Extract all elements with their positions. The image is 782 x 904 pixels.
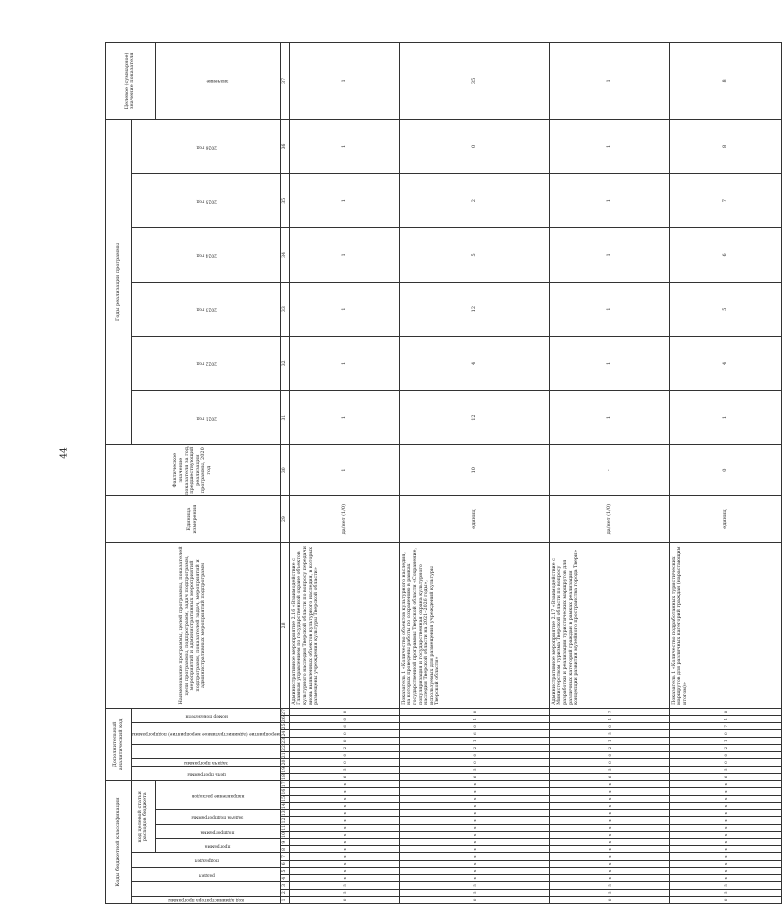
table-row bbox=[399, 43, 549, 904]
row-target: 35 bbox=[399, 43, 549, 120]
header-target-value: значение bbox=[155, 43, 280, 120]
column-numbers-row bbox=[280, 43, 289, 904]
row-year-value: 7 bbox=[669, 174, 781, 228]
row-year-value: 12 bbox=[399, 282, 549, 336]
code-digit: 0 bbox=[669, 730, 781, 737]
column-number: 31 bbox=[280, 390, 289, 444]
code-digit: x bbox=[289, 824, 399, 831]
code-digit: x bbox=[399, 860, 549, 867]
column-number: 30 bbox=[280, 445, 289, 496]
column-number: 28 bbox=[280, 542, 289, 708]
code-digit: 2 bbox=[549, 744, 669, 751]
code-digit: 6 bbox=[669, 773, 781, 780]
column-number: 15 bbox=[280, 795, 289, 802]
column-number: 35 bbox=[280, 174, 289, 228]
row-year-value: 6 bbox=[669, 228, 781, 282]
column-number: 2 bbox=[280, 889, 289, 896]
code-digit: x bbox=[669, 810, 781, 817]
code-digit: x bbox=[289, 817, 399, 824]
code-digit: x bbox=[549, 817, 669, 824]
code-digit: 1 bbox=[669, 716, 781, 723]
code-digit: x bbox=[669, 824, 781, 831]
row-year-value: 12 bbox=[399, 390, 549, 444]
code-digit: x bbox=[549, 875, 669, 882]
column-number: 24 bbox=[280, 730, 289, 737]
column-number: 19 bbox=[280, 766, 289, 773]
column-number: 5 bbox=[280, 867, 289, 874]
code-digit: x bbox=[289, 839, 399, 846]
row-year-value: 1 bbox=[549, 282, 669, 336]
code-digit: 0 bbox=[289, 708, 399, 715]
code-digit: x bbox=[549, 802, 669, 809]
code-digit: 0 bbox=[549, 723, 669, 730]
code-digit: 6 bbox=[289, 723, 399, 730]
code-digit: 7 bbox=[549, 708, 669, 715]
header-program-task-cont bbox=[132, 744, 281, 758]
column-number: 29 bbox=[280, 496, 289, 543]
column-number: 37 bbox=[280, 43, 289, 120]
code-digit: 0 bbox=[549, 759, 669, 766]
header-year-5: 2025 год bbox=[132, 174, 281, 228]
row-name: Показатель 1 «Количество объектов культурного наследия, на которых проведены работы по сохранению в рамках государственной программы Тверской области «Сохранение, популяризация и государственная охрана культурного наследия Тверской области на 2021–2026 годы», используемых для размещения учреждений культуры Тверской области» bbox=[399, 542, 549, 708]
header-indicator-number: номер показателя bbox=[132, 708, 281, 722]
code-digit: x bbox=[549, 781, 669, 788]
code-digit: x bbox=[669, 802, 781, 809]
code-digit: x bbox=[549, 824, 669, 831]
code-digit: 0 bbox=[399, 708, 549, 715]
code-digit: x bbox=[549, 810, 669, 817]
column-number: 14 bbox=[280, 802, 289, 809]
header-goal: цель программы bbox=[132, 766, 281, 780]
header-admin-code: код администратора программы bbox=[132, 896, 281, 903]
code-digit: x bbox=[669, 795, 781, 802]
row-year-value: 1 bbox=[549, 119, 669, 173]
code-digit: x bbox=[399, 810, 549, 817]
table-row bbox=[549, 43, 669, 904]
code-digit: x bbox=[399, 831, 549, 838]
column-number: 23 bbox=[280, 737, 289, 744]
code-digit: x bbox=[289, 860, 399, 867]
code-digit: 0 bbox=[669, 752, 781, 759]
code-digit: x bbox=[289, 788, 399, 795]
row-year-value: 5 bbox=[399, 228, 549, 282]
column-number: 8 bbox=[280, 846, 289, 853]
row-unit: единиц bbox=[669, 496, 781, 543]
code-digit: x bbox=[669, 846, 781, 853]
code-digit: x bbox=[549, 860, 669, 867]
page-number: 44 bbox=[59, 447, 70, 459]
column-number: 26 bbox=[280, 716, 289, 723]
row-year-value: 1 bbox=[289, 119, 399, 173]
code-digit: x bbox=[669, 853, 781, 860]
code-digit: x bbox=[399, 867, 549, 874]
row-year-value: 0 bbox=[399, 119, 549, 173]
header-year-6: 2026 год bbox=[132, 119, 281, 173]
column-number: 10 bbox=[280, 831, 289, 838]
code-digit: x bbox=[549, 853, 669, 860]
code-digit: x bbox=[289, 802, 399, 809]
row-fact-2020: 1 bbox=[289, 445, 399, 496]
code-digit: 0 bbox=[289, 716, 399, 723]
code-digit: x bbox=[399, 817, 549, 824]
code-digit: 5 bbox=[549, 730, 669, 737]
code-digit: 0 bbox=[289, 752, 399, 759]
code-digit: 0 bbox=[669, 896, 781, 903]
row-year-value: 2 bbox=[399, 174, 549, 228]
code-digit: 5 bbox=[549, 766, 669, 773]
header-target: Целевое (суммарное) значение показателя bbox=[106, 43, 156, 120]
code-digit: 1 bbox=[399, 716, 549, 723]
code-digit: 1 bbox=[399, 737, 549, 744]
column-number: 36 bbox=[280, 119, 289, 173]
column-number: 18 bbox=[280, 773, 289, 780]
code-digit: 6 bbox=[549, 773, 669, 780]
column-number: 1 bbox=[280, 896, 289, 903]
code-digit: 5 bbox=[289, 889, 399, 896]
code-digit: 5 bbox=[289, 882, 399, 889]
header-year-2: 2022 год bbox=[132, 336, 281, 390]
code-digit: x bbox=[669, 788, 781, 795]
code-digit: x bbox=[399, 824, 549, 831]
header-subsection: подраздел bbox=[132, 853, 281, 867]
row-year-value: 1 bbox=[549, 174, 669, 228]
header-program-task: задача программы bbox=[132, 759, 281, 766]
table-body bbox=[289, 43, 781, 904]
row-year-value: 1 bbox=[669, 390, 781, 444]
code-digit: 0 bbox=[549, 752, 669, 759]
row-year-value: 1 bbox=[289, 228, 399, 282]
row-fact-2020: - bbox=[549, 445, 669, 496]
column-number: 33 bbox=[280, 282, 289, 336]
column-number: 7 bbox=[280, 853, 289, 860]
code-digit: 1 bbox=[549, 716, 669, 723]
header-task: задача подпрограммы bbox=[155, 810, 280, 824]
code-digit: 0 bbox=[289, 896, 399, 903]
column-number: 20 bbox=[280, 759, 289, 766]
budget-program-table bbox=[105, 42, 782, 904]
code-digit: x bbox=[399, 839, 549, 846]
row-target: 8 bbox=[669, 43, 781, 120]
row-year-value: 1 bbox=[549, 390, 669, 444]
header-subprogram: подпрограмма bbox=[155, 824, 280, 838]
code-digit: x bbox=[549, 839, 669, 846]
header-fact-2020: Фактическое значение показателя за год, предшествующий реализации программы, 2020 год bbox=[106, 445, 281, 496]
code-digit: 6 bbox=[399, 730, 549, 737]
column-number: 3 bbox=[280, 882, 289, 889]
code-digit: 5 bbox=[399, 889, 549, 896]
code-digit: 0 bbox=[399, 896, 549, 903]
row-year-value: 1 bbox=[549, 228, 669, 282]
code-digit: 0 bbox=[669, 759, 781, 766]
row-fact-2020: 0 bbox=[669, 445, 781, 496]
budget-program-table-rotated bbox=[105, 42, 728, 904]
row-fact-2020: 10 bbox=[399, 445, 549, 496]
code-digit: x bbox=[669, 781, 781, 788]
code-digit: x bbox=[289, 810, 399, 817]
code-digit: x bbox=[289, 831, 399, 838]
code-digit: x bbox=[669, 839, 781, 846]
code-digit: 0 bbox=[289, 759, 399, 766]
code-digit: x bbox=[669, 860, 781, 867]
code-digit: x bbox=[289, 781, 399, 788]
table-row bbox=[289, 43, 399, 904]
column-number: 21 bbox=[280, 752, 289, 759]
code-digit: 5 bbox=[669, 766, 781, 773]
code-digit: 2 bbox=[289, 744, 399, 751]
row-name: Административное мероприятие 2.16 «Взаимодействие с Главным управлением по государственной охране объектов культурного наследия Тверской области по вопросу передачи вновь выявленных объектов культурного наследия, в которых размещены учреждения культуры Тверской области» bbox=[289, 542, 399, 708]
column-number: 13 bbox=[280, 810, 289, 817]
column-number: 16 bbox=[280, 788, 289, 795]
column-number: 12 bbox=[280, 817, 289, 824]
row-year-value: 4 bbox=[399, 336, 549, 390]
code-digit: 8 bbox=[669, 708, 781, 715]
code-digit: x bbox=[289, 867, 399, 874]
header-name: Наименование программы, целей программы, показателей цели программы, подпрограмм, задач подпрограмм, мероприятий и административных мероприятий подпрограмм, показателей задач, мероприятий и административных мероприятий подпрограмм bbox=[106, 542, 281, 708]
code-digit: x bbox=[669, 817, 781, 824]
column-number: 27 bbox=[280, 708, 289, 715]
code-digit: 0 bbox=[399, 723, 549, 730]
code-digit: 6 bbox=[399, 773, 549, 780]
code-digit: 1 bbox=[669, 737, 781, 744]
row-unit: да/нет (1/0) bbox=[289, 496, 399, 543]
row-unit: да/нет (1/0) bbox=[549, 496, 669, 543]
code-digit: 5 bbox=[669, 882, 781, 889]
code-digit: 0 bbox=[399, 752, 549, 759]
table-row bbox=[669, 43, 781, 904]
column-number: 34 bbox=[280, 228, 289, 282]
row-year-value: 4 bbox=[669, 336, 781, 390]
code-digit: x bbox=[669, 867, 781, 874]
header-unit: Единица измерения bbox=[106, 496, 281, 543]
code-digit: 5 bbox=[399, 766, 549, 773]
code-digit: x bbox=[549, 788, 669, 795]
code-digit: x bbox=[289, 853, 399, 860]
code-digit: 5 bbox=[549, 882, 669, 889]
row-year-value: 1 bbox=[289, 174, 399, 228]
header-year-3: 2023 год bbox=[132, 282, 281, 336]
row-target: 1 bbox=[549, 43, 669, 120]
header-budget-codes: Коды бюджетной классификации bbox=[106, 781, 132, 904]
code-digit: x bbox=[549, 795, 669, 802]
row-year-value: 8 bbox=[669, 119, 781, 173]
code-digit: 0 bbox=[289, 730, 399, 737]
header-section: раздел bbox=[132, 867, 281, 881]
code-digit: x bbox=[399, 788, 549, 795]
header-measure: мероприятие (административное мероприятие) подпрограммы bbox=[132, 723, 281, 745]
code-digit: x bbox=[289, 846, 399, 853]
code-digit: x bbox=[399, 781, 549, 788]
column-number: 22 bbox=[280, 744, 289, 751]
header-years: Годы реализации программы bbox=[106, 119, 132, 444]
code-digit: x bbox=[669, 831, 781, 838]
code-digit: x bbox=[399, 846, 549, 853]
row-year-value: 1 bbox=[549, 336, 669, 390]
code-digit: 0 bbox=[549, 896, 669, 903]
code-digit: 7 bbox=[669, 723, 781, 730]
code-digit: 5 bbox=[669, 889, 781, 896]
code-digit: x bbox=[669, 875, 781, 882]
code-digit: x bbox=[399, 795, 549, 802]
code-digit: 0 bbox=[289, 737, 399, 744]
code-digit: x bbox=[289, 875, 399, 882]
code-digit: x bbox=[399, 802, 549, 809]
row-unit: единиц bbox=[399, 496, 549, 543]
header-year-4: 2024 год bbox=[132, 228, 281, 282]
row-target: 1 bbox=[289, 43, 399, 120]
column-number: 25 bbox=[280, 723, 289, 730]
code-digit: 5 bbox=[289, 766, 399, 773]
code-digit: 1 bbox=[549, 737, 669, 744]
row-year-value: 1 bbox=[289, 390, 399, 444]
code-digit: 5 bbox=[399, 882, 549, 889]
code-digit: 5 bbox=[549, 889, 669, 896]
column-number: 4 bbox=[280, 875, 289, 882]
header-additional-code: Дополнительный аналитический код bbox=[106, 708, 132, 780]
column-number: 9 bbox=[280, 839, 289, 846]
header-direction: направление расходов bbox=[155, 781, 280, 810]
code-digit: x bbox=[399, 875, 549, 882]
row-year-value: 1 bbox=[289, 336, 399, 390]
row-year-value: 5 bbox=[669, 282, 781, 336]
code-digit: x bbox=[549, 867, 669, 874]
header-target-article: код целевой статьи расходов бюджета bbox=[132, 781, 156, 853]
code-digit: x bbox=[549, 831, 669, 838]
code-digit: 0 bbox=[399, 759, 549, 766]
header-admin-code-cont bbox=[132, 882, 281, 896]
column-number: 17 bbox=[280, 781, 289, 788]
header-program: программа bbox=[155, 839, 280, 853]
row-name: Административное мероприятие 2.17 «Взаимодействие с Министерством туризма Тверской области по вопросу разработки и реализации туристических маршрутов для различных категорий граждан в рамках реализации концепции развития музейного пространства города Твери» bbox=[549, 542, 669, 708]
row-year-value: 1 bbox=[289, 282, 399, 336]
code-digit: 6 bbox=[289, 773, 399, 780]
column-number: 32 bbox=[280, 336, 289, 390]
column-number: 6 bbox=[280, 860, 289, 867]
column-number: 11 bbox=[280, 824, 289, 831]
code-digit: 2 bbox=[399, 744, 549, 751]
code-digit: x bbox=[399, 853, 549, 860]
code-digit: x bbox=[549, 846, 669, 853]
row-name: Показатель 1 «Количество подработанных туристических маршрутов для различных категорий граждан (нарастающим итогом)» bbox=[669, 542, 781, 708]
code-digit: x bbox=[289, 795, 399, 802]
code-digit: 2 bbox=[669, 744, 781, 751]
header-year-1: 2021 год bbox=[132, 390, 281, 444]
